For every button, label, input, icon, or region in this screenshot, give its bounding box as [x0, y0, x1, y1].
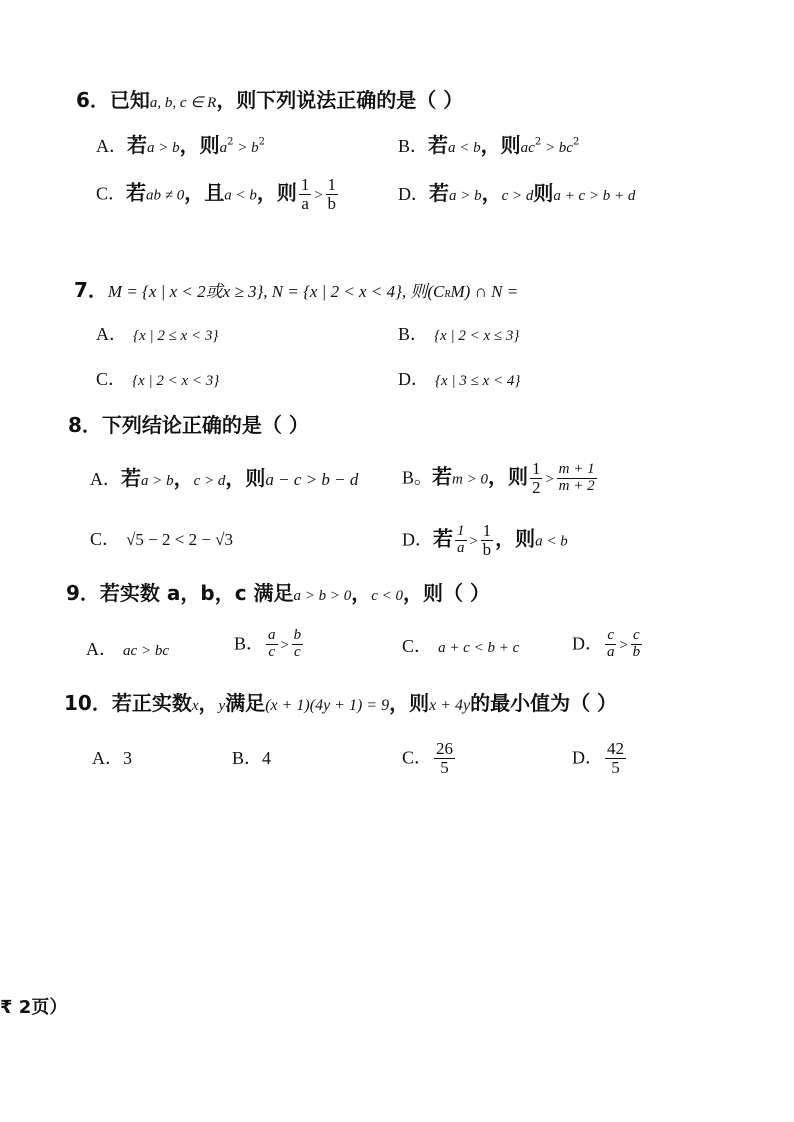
fraction-numerator: 1 [531, 459, 541, 478]
option-math: > [313, 187, 324, 204]
fraction [299, 176, 312, 213]
q10-option-a [92, 749, 132, 768]
q10-option-c [402, 740, 457, 777]
page-footer: ₹ 2页） [0, 997, 68, 1018]
fraction [434, 740, 455, 777]
fraction-numerator: 42 [607, 739, 624, 758]
q10-stem-math: y [218, 698, 226, 714]
q9-stem [66, 583, 490, 604]
option-math: a > b [141, 473, 174, 489]
q9-stem-math: a > b > 0 [293, 588, 352, 604]
option-text: ， [173, 466, 194, 490]
option-label: D． [398, 369, 429, 389]
fraction-denominator: a [301, 193, 309, 213]
fraction-denominator: 5 [440, 757, 449, 777]
fraction-numerator: 1 [327, 175, 336, 194]
option-label: B． [398, 324, 429, 344]
q10-stem-math: x [191, 698, 199, 714]
q10-stem-math: (x + 1)(4y + 1) = 9 [265, 697, 390, 714]
fraction-numerator: 1 [482, 521, 492, 540]
subscript: R [444, 289, 451, 300]
q10-stem-text: ，则 [389, 691, 430, 715]
fraction-denominator: 2 [531, 477, 541, 497]
superscript: 2 [534, 136, 542, 148]
option-math: > [468, 533, 479, 550]
q6-stem-math: a, b, c ∈ R [149, 95, 217, 111]
fraction-denominator: a [607, 643, 615, 660]
q10-option-b [232, 749, 271, 768]
q6-stem-post: ，则下列说法正确的是（ ） [216, 88, 464, 112]
q8-stem-text: 8．下列结论正确的是（ ） [68, 413, 309, 437]
q9-stem-text: ， [351, 581, 372, 605]
q6-option-d [398, 183, 635, 204]
option-label: B。 [402, 467, 433, 488]
q8-option-d [402, 522, 568, 559]
fraction-numerator: 1 [457, 523, 465, 540]
fraction-denominator: c [268, 643, 276, 660]
option-label: C． [402, 747, 433, 768]
superscript: 2 [572, 136, 580, 148]
fraction [631, 628, 643, 661]
q8-option-b [402, 460, 599, 497]
option-text: 若 [428, 133, 449, 157]
option-label: C． [402, 636, 433, 656]
fraction-numerator: 1 [300, 175, 310, 194]
q9-option-c [402, 637, 519, 656]
option-text: 若 [433, 526, 453, 551]
q8-option-c [90, 530, 233, 549]
fraction [326, 176, 339, 213]
q6-option-a [96, 135, 265, 156]
q7-stem [74, 280, 518, 301]
option-label: A． [96, 324, 127, 344]
q9-option-d [572, 628, 644, 661]
q9-option-a [86, 640, 169, 659]
option-math: {x | 2 ≤ x < 3} [133, 328, 219, 344]
option-text: ， [481, 181, 502, 205]
q7-stem-math: M) ∩ N = [450, 282, 519, 301]
option-value: 4 [262, 748, 272, 768]
option-label: A． [90, 469, 121, 489]
option-math: > bc [541, 140, 573, 156]
option-text: 若 [429, 181, 449, 205]
q9-stem-post: ，则（ ） [403, 581, 491, 605]
fraction-denominator: b [482, 539, 492, 559]
q10-stem-math: x + 4y [429, 697, 471, 714]
q7-option-b [398, 325, 519, 344]
fraction [292, 628, 304, 661]
option-text: ，则 [495, 526, 536, 551]
q7-stem-math: M = {x | x < 2或x ≥ 3}, N = {x | 2 < x < 4}, 则(C [107, 282, 445, 301]
option-math: c > d [501, 188, 534, 204]
superscript: 2 [227, 136, 234, 148]
option-math: ac > bc [123, 643, 169, 659]
option-math: {x | 2 < x < 3} [132, 373, 220, 389]
q6-stem-pre: 6．已知 [76, 88, 150, 112]
option-math: a < b [224, 187, 257, 204]
option-math: m > 0 [452, 471, 488, 488]
fraction-numerator: c [633, 627, 640, 643]
q10-stem-text: 满足 [225, 691, 266, 715]
option-text: ，且 [184, 180, 225, 205]
q10-stem-post: 的最小值为（ ） [470, 691, 618, 715]
q9-stem-pre: 9．若实数 a，b，c 满足 [66, 581, 294, 605]
option-math: c > d [193, 473, 226, 489]
q9-option-b [234, 628, 305, 661]
option-math: {x | 2 < x ≤ 3} [434, 328, 520, 344]
option-text: 若 [127, 133, 147, 157]
fraction [605, 628, 617, 661]
q6-option-c [96, 176, 340, 213]
fraction [455, 524, 467, 557]
q7-option-c [96, 370, 219, 389]
option-math: {x | 3 ≤ x < 4} [435, 373, 521, 389]
option-label: C． [96, 369, 127, 389]
option-value: 3 [123, 748, 132, 768]
q7-option-d [398, 370, 520, 389]
option-label: C． [96, 183, 127, 204]
option-math: √5 − 2 < 2 − √3 [126, 530, 233, 549]
option-math: a > b [449, 188, 482, 204]
fraction [605, 740, 626, 777]
fraction-numerator: m + 1 [558, 461, 595, 478]
option-label: C． [90, 529, 121, 549]
option-text: 若 [126, 180, 147, 205]
option-math: a + c < b + c [438, 640, 520, 656]
fraction-numerator: b [293, 627, 302, 643]
fraction [530, 460, 543, 497]
option-label: B． [398, 136, 429, 156]
option-label: D． [402, 529, 433, 550]
option-text: ，则 [480, 133, 521, 157]
q7-option-a [96, 325, 218, 344]
fraction-denominator: m + 2 [558, 477, 595, 494]
option-math: a < b [448, 140, 481, 156]
option-text: 则 [533, 181, 554, 205]
option-math: > [279, 637, 290, 654]
fraction-denominator: b [632, 643, 641, 660]
fraction [266, 628, 278, 661]
q10-stem-text: ， [198, 691, 219, 715]
option-math: > [618, 637, 629, 654]
option-label: D． [572, 633, 603, 654]
option-math: a + c > b + d [553, 188, 636, 204]
option-math: a < b [535, 533, 568, 550]
fraction-denominator: a [457, 539, 465, 556]
option-label: B． [232, 748, 263, 768]
fraction [557, 462, 597, 495]
option-label: D． [398, 184, 429, 204]
option-math: ac [520, 140, 535, 156]
q9-stem-math: c < 0 [371, 588, 404, 604]
q6-stem [76, 90, 463, 111]
superscript: 2 [258, 136, 265, 148]
option-label: D． [572, 747, 603, 768]
fraction-denominator: 5 [611, 757, 620, 777]
fraction [481, 522, 494, 559]
fraction-numerator: c [607, 627, 615, 643]
fraction-numerator: a [268, 627, 276, 643]
fraction-denominator: b [327, 193, 336, 213]
q8-stem [68, 415, 309, 436]
q10-option-d [572, 740, 628, 777]
option-text: ，则 [225, 466, 266, 490]
q10-stem-pre: 10．若正实数 [64, 691, 192, 715]
option-math: ab ≠ 0 [146, 187, 185, 204]
option-text: 若 [121, 466, 141, 490]
fraction-numerator: 26 [436, 739, 454, 758]
option-label: A． [86, 639, 117, 659]
option-label: B． [234, 633, 265, 654]
option-math: a [219, 140, 228, 156]
option-math: a > b [147, 140, 180, 156]
option-math: > b [233, 140, 259, 156]
option-label: A． [96, 136, 127, 156]
question-number: 7． [74, 278, 108, 302]
option-text: 若 [432, 464, 453, 489]
option-math: > [544, 471, 555, 488]
q6-option-b [398, 135, 579, 156]
option-label: A． [92, 748, 123, 768]
option-text: ，则 [256, 180, 297, 205]
option-math: a − c > b − d [265, 470, 359, 489]
option-text: ，则 [179, 133, 220, 157]
q8-option-a [90, 468, 358, 489]
option-text: ，则 [487, 464, 528, 489]
q10-stem [64, 693, 617, 714]
fraction-denominator: c [294, 643, 301, 660]
